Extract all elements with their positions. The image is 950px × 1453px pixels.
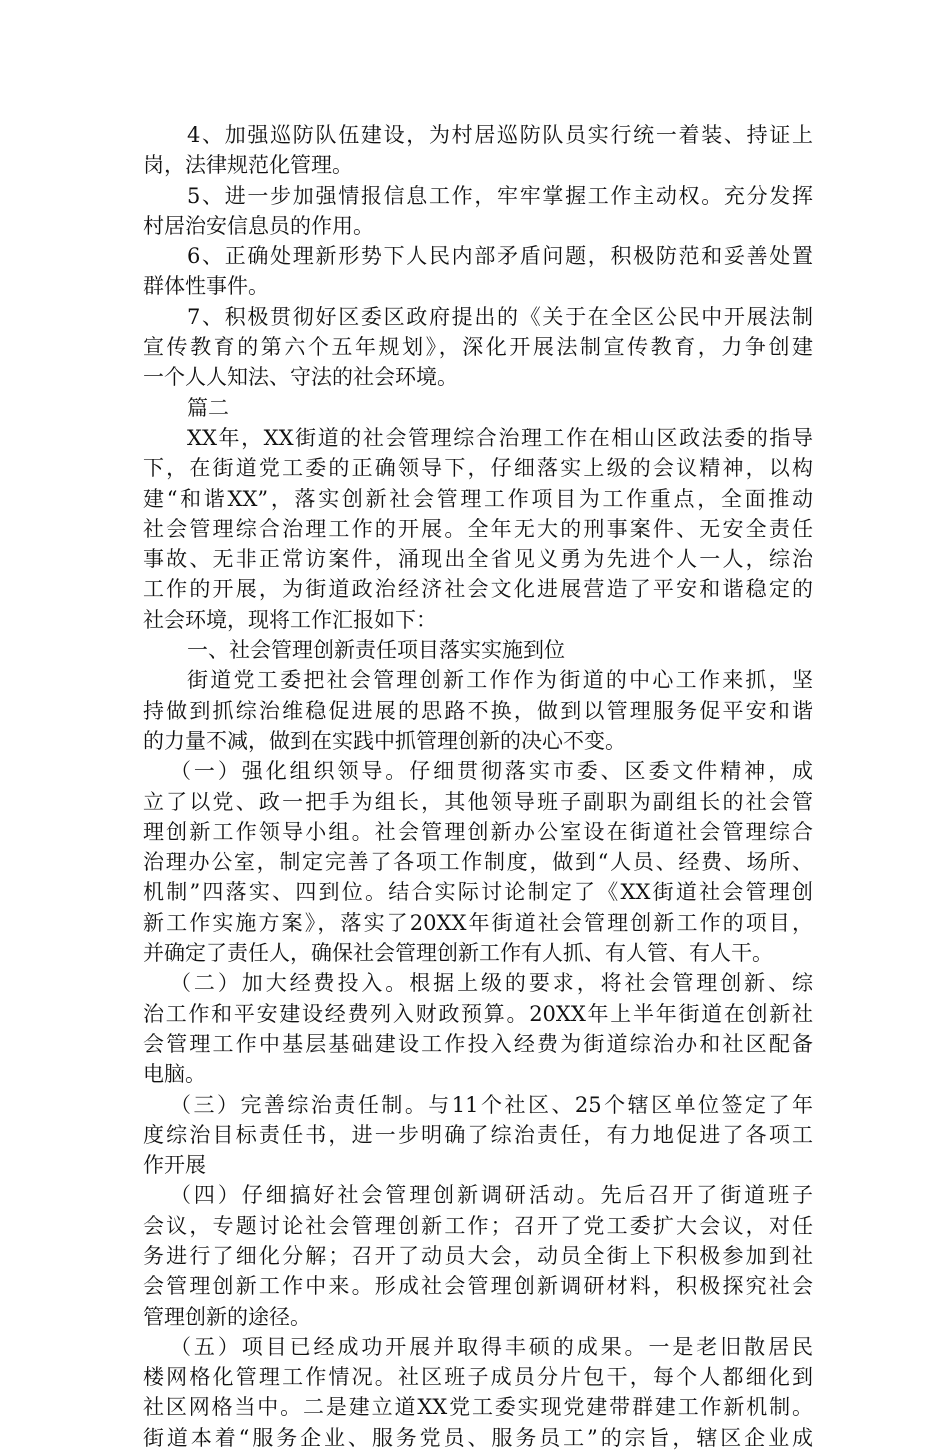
text-line: 群体性事件。 — [143, 274, 269, 299]
text-line: 岗，法律规范化管理。 — [143, 153, 353, 178]
text-line: 下，在街道党工委的正确领导下，仔细落实上级的会议精神，以构 — [143, 456, 813, 481]
text-line: 社会环境，现将工作汇报如下： — [143, 607, 437, 632]
text-line: 会议，专题讨论社会管理创新工作；召开了党工委扩大会议，对任 — [143, 1213, 813, 1238]
text-line: 新工作实施方案》，落实了20XX年街道社会管理创新工作的项目， — [143, 910, 813, 935]
text-line: 街道本着“服务企业、服务党员、服务员工”的宗旨，辖区企业成 — [143, 1425, 813, 1450]
text-line: 电脑。 — [143, 1062, 206, 1087]
text-line: 社区网格当中。二是建立道XX党工委实现党建带群建工作新机制。 — [143, 1395, 813, 1420]
text-line: （三）完善综治责任制。与11个社区、25个辖区单位签定了年 — [170, 1092, 813, 1117]
text-line: 社会管理综合治理工作的开展。全年无大的刑事案件、无安全责任 — [143, 516, 813, 541]
text-line: 4、加强巡防队伍建设，为村居巡防队员实行统一着装、持证上 — [187, 123, 813, 147]
text-line: 持做到抓综治维稳促进展的思路不换，做到以管理服务促平安和谐 — [143, 698, 813, 723]
text-line: 并确定了责任人，确保社会管理创新工作有人抓、有人管、有人干。 — [143, 941, 773, 966]
text-line: 治理办公室，制定完善了各项工作制度，做到“人员、经费、场所、 — [143, 850, 813, 875]
text-line: 作开展 — [143, 1153, 206, 1178]
text-line: 管理创新的途径。 — [143, 1304, 311, 1329]
text-line: 篇二 — [187, 395, 229, 420]
text-line: 一个人人知法、守法的社会环境。 — [143, 365, 458, 390]
text-line: 会管理创新工作中来。形成社会管理创新调研材料，积极探究社会 — [143, 1274, 813, 1299]
text-line: 度综治目标责任书，进一步明确了综治责任，有力地促进了各项工 — [143, 1122, 813, 1147]
text-line: 立了以党、政一把手为组长，其他领导班子副职为副组长的社会管 — [143, 789, 813, 814]
text-line: 工作的开展，为街道政治经济社会文化进展营造了平安和谐稳定的 — [143, 577, 813, 602]
text-line: 机制”四落实、四到位。结合实际讨论制定了《XX街道社会管理创 — [143, 880, 813, 905]
text-line: 理创新工作领导小组。社会管理创新办公室设在街道社会管理综合 — [143, 819, 813, 844]
text-line: 7、积极贯彻好区委区政府提出的《关于在全区公民中开展法制 — [187, 304, 813, 329]
text-line: （五）项目已经成功开展并取得丰硕的成果。一是老旧散居民 — [170, 1334, 813, 1359]
text-line: 一、社会管理创新责任项目落实实施到位 — [187, 638, 565, 663]
text-line: 宣传教育的第六个五年规划》，深化开展法制宣传教育，力争创建 — [143, 335, 813, 360]
text-line: 5、进一步加强情报信息工作，牢牢掌握工作主动权。充分发挥 — [187, 183, 813, 208]
text-line: 6、正确处理新形势下人民内部矛盾问题，积极防范和妥善处置 — [187, 244, 813, 269]
text-line: 楼网格化管理工作情况。社区班子成员分片包干，每个人都细化到 — [143, 1365, 813, 1390]
text-line: XX年，XX街道的社会管理综合治理工作在相山区政法委的指导 — [187, 425, 813, 450]
text-line: 街道党工委把社会管理创新工作作为街道的中心工作来抓，坚 — [187, 668, 813, 693]
text-line: 的力量不减，做到在实践中抓管理创新的决心不变。 — [143, 728, 626, 753]
text-line: （四）仔细搞好社会管理创新调研活动。先后召开了街道班子 — [170, 1183, 813, 1208]
text-line: 村居治安信息员的作用。 — [143, 213, 374, 238]
text-line: 务进行了细化分解；召开了动员大会，动员全街上下积极参加到社 — [143, 1243, 813, 1268]
document-body — [143, 120, 813, 1453]
text-line: （二）加大经费投入。根据上级的要求，将社会管理创新、综 — [170, 971, 813, 996]
text-line: 会管理工作中基层基础建设工作投入经费为街道综治办和社区配备 — [143, 1031, 813, 1056]
text-line: 治工作和平安建设经费列入财政预算。20XX年上半年街道在创新社 — [143, 1001, 813, 1026]
text-line: 建“和谐XX”，落实创新社会管理工作项目为工作重点，全面推动 — [143, 486, 813, 511]
text-line: 事故、无非正常访案件，涌现出全省见义勇为先进个人一人，综治 — [143, 547, 813, 572]
text-line: （一）强化组织领导。仔细贯彻落实市委、区委文件精神，成 — [170, 759, 813, 784]
